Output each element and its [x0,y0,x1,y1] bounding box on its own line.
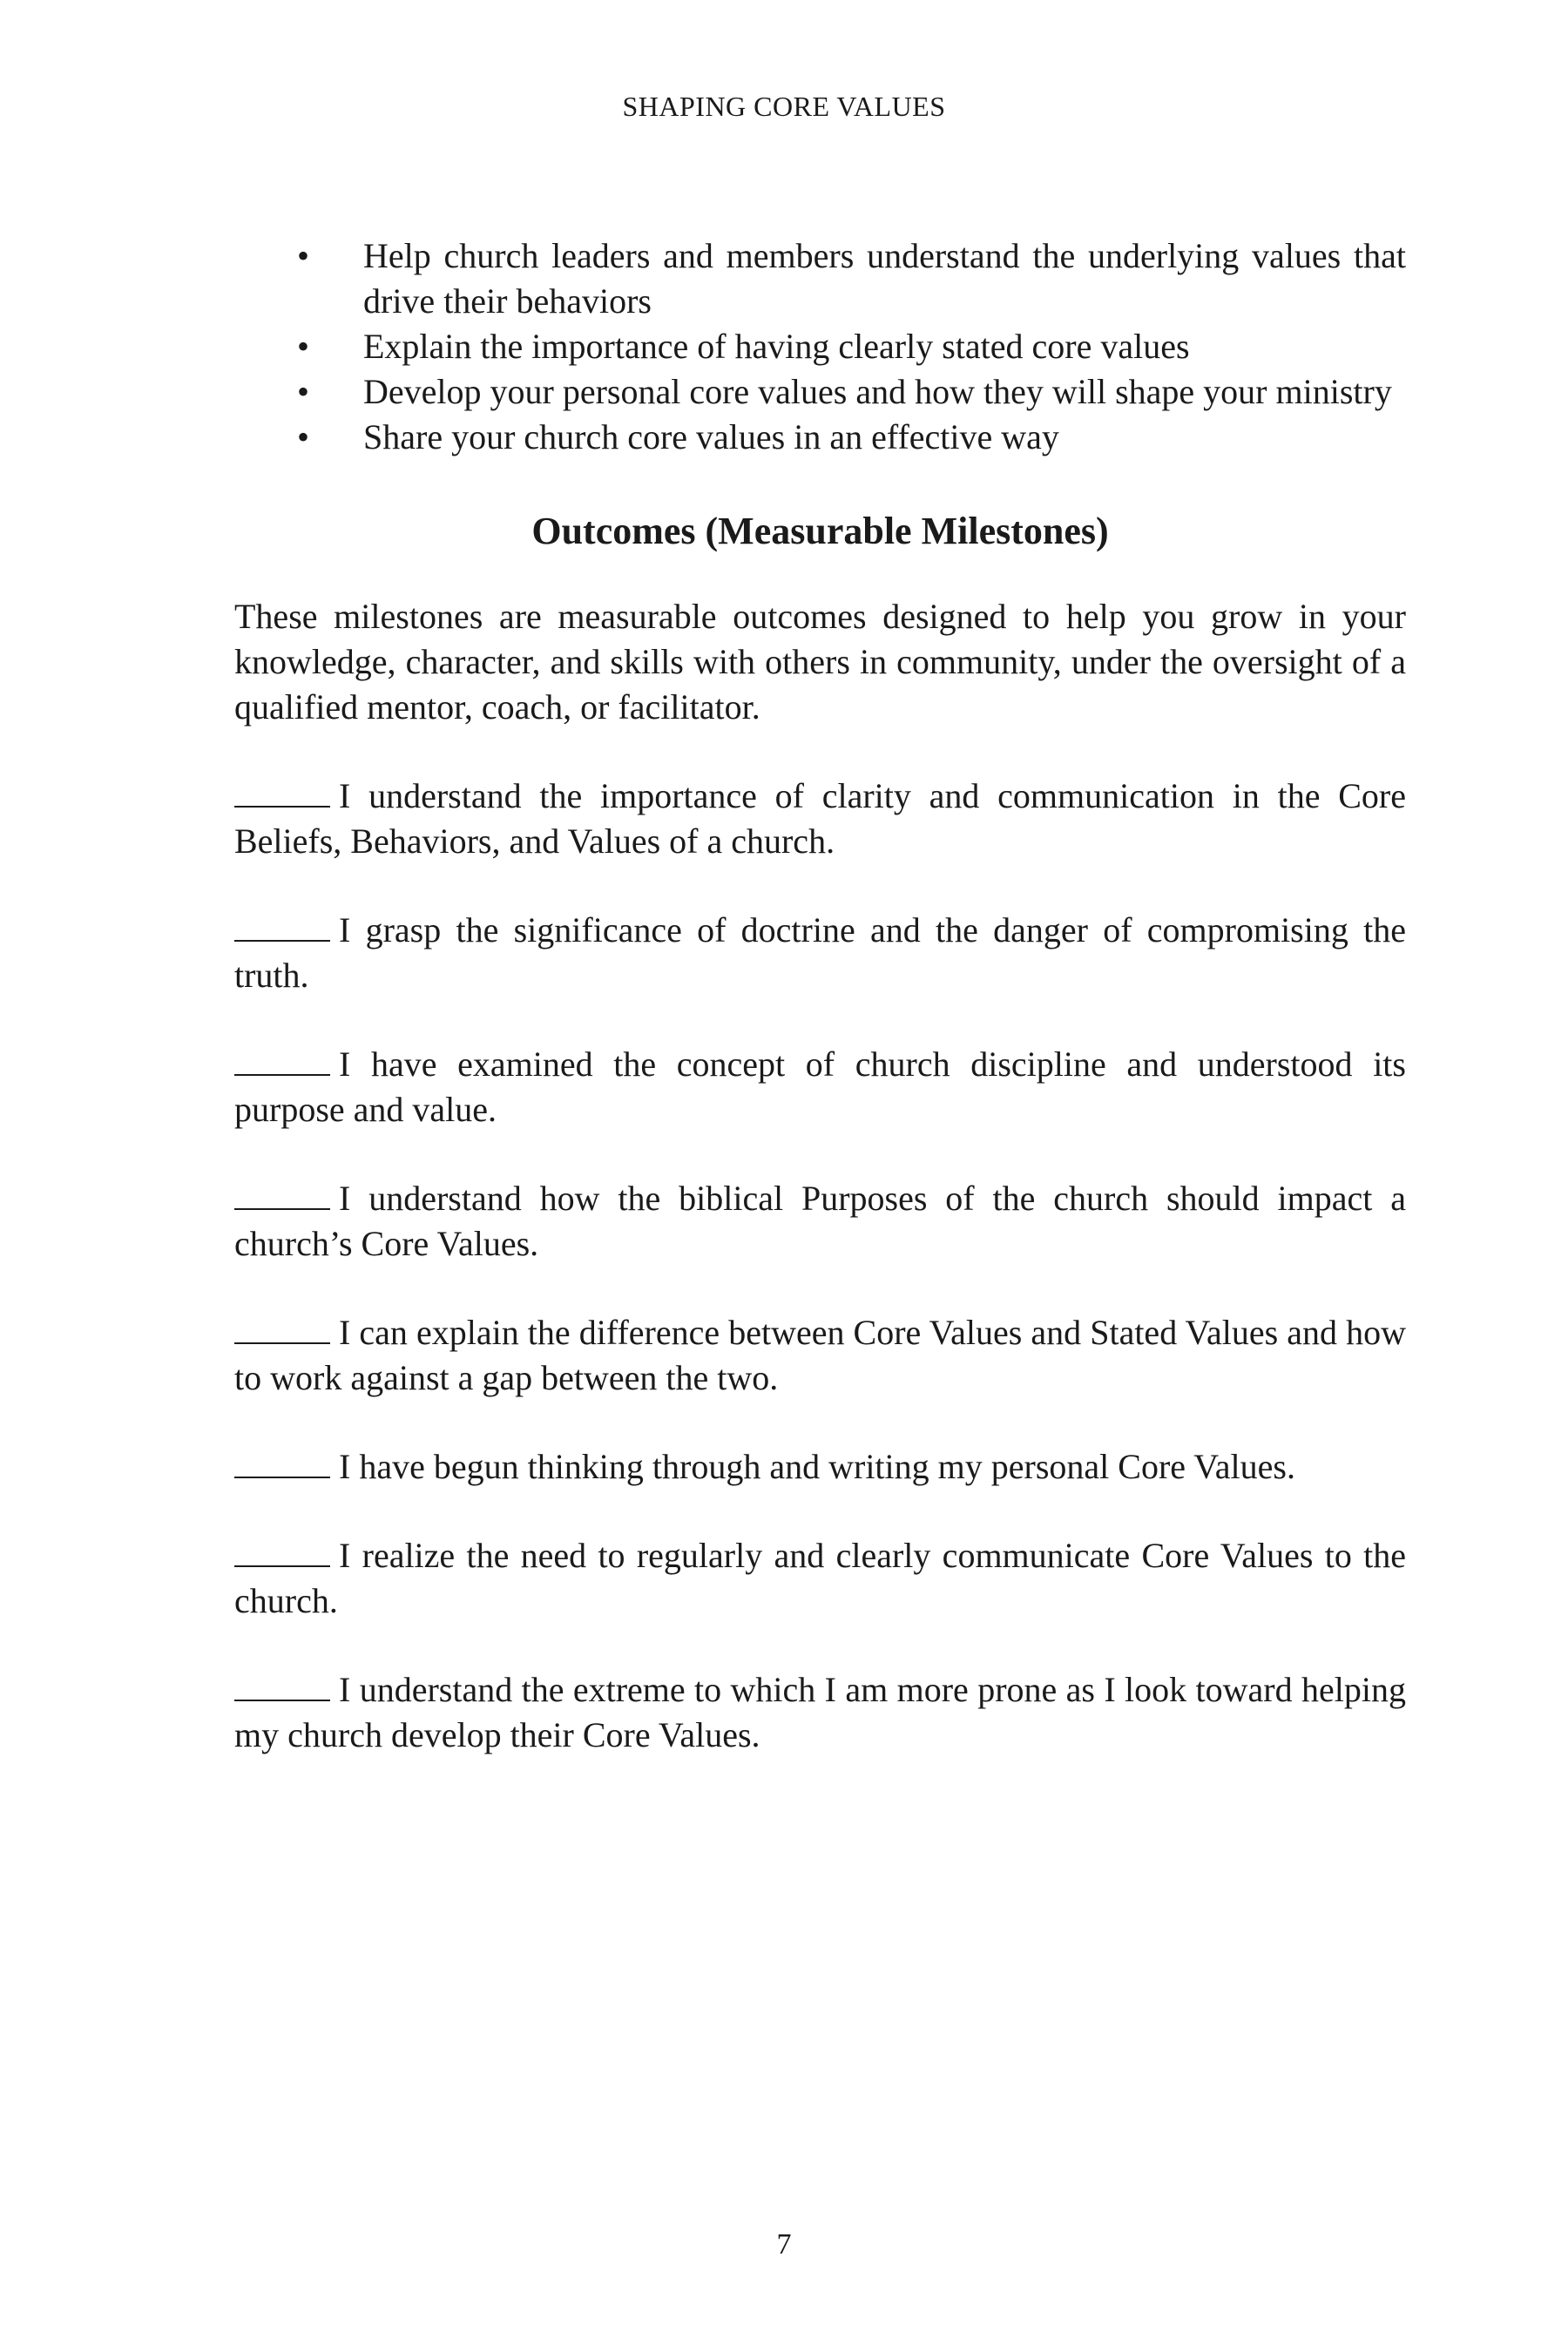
milestone-text: I can explain the difference between Core Values and Stated Values and how to work against a gap between the two. [234,1313,1406,1397]
objective-item [234,415,1406,460]
bullet-icon: • [297,372,310,411]
objective-text: Share your church core values in an effective way [363,417,1059,456]
objective-text: Explain the importance of having clearly stated core values [363,327,1190,366]
checkoff-blank[interactable] [234,1534,330,1567]
objectives-list [234,233,1406,460]
milestone-item [234,1667,1406,1758]
objective-item [234,369,1406,415]
milestone-item [234,1533,1406,1624]
milestones-list [234,774,1406,1758]
checkoff-blank[interactable] [234,1177,330,1210]
objective-text: Develop your personal core values and how they will shape your ministry [363,372,1392,411]
milestone-item [234,1444,1406,1490]
checkoff-blank[interactable] [234,1668,330,1701]
objective-item [234,233,1406,324]
objective-item [234,324,1406,369]
outcomes-intro: These milestones are measurable outcomes designed to help you grow in your knowledge, character, and skills with others in community, under the oversight of a qualified mentor, coach, or facilitator. [234,597,1406,727]
bullet-icon: • [297,236,310,275]
milestone-text: I realize the need to regularly and clearly communicate Core Values to the church. [234,1536,1406,1620]
milestone-text: I grasp the significance of doctrine and the danger of compromising the truth. [234,910,1406,995]
checkoff-blank[interactable] [234,1445,330,1478]
bullet-icon: • [297,327,310,366]
checkoff-blank[interactable] [234,909,330,942]
page-number: 7 [776,2228,792,2261]
page-content [234,233,1406,1758]
milestone-item [234,1176,1406,1267]
bullet-icon: • [297,417,310,456]
checkoff-blank[interactable] [234,1043,330,1076]
running-head: SHAPING CORE VALUES [622,91,946,122]
milestone-text: I understand how the biblical Purposes of the church should impact a church’s Core Values. [234,1179,1406,1263]
milestone-item [234,774,1406,864]
checkoff-blank[interactable] [234,1311,330,1344]
milestone-text: I understand the extreme to which I am more prone as I look toward helping my church develop their Core Values. [234,1670,1406,1754]
milestone-item [234,908,1406,998]
milestone-item [234,1310,1406,1401]
objective-text: Help church leaders and members understand the underlying values that drive their behaviors [363,236,1406,321]
milestone-text: I understand the importance of clarity and communication in the Core Beliefs, Behaviors, and Values of a church. [234,776,1406,861]
milestone-text: I have begun thinking through and writing my personal Core Values. [339,1447,1295,1486]
milestone-text: I have examined the concept of church discipline and understood its purpose and value. [234,1044,1406,1129]
checkoff-blank[interactable] [234,774,330,808]
outcomes-heading: Outcomes (Measurable Milestones) [531,510,1109,552]
milestone-item [234,1042,1406,1132]
